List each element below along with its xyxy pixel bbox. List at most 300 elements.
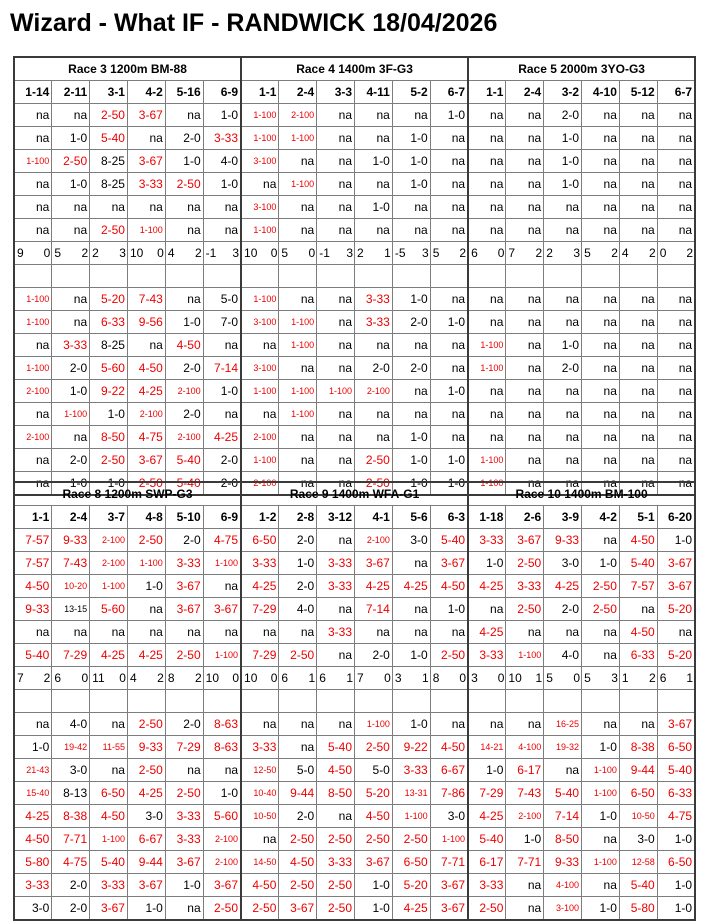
- data-cell: 7-57: [619, 575, 657, 598]
- data-cell: na: [90, 196, 128, 219]
- handicap-left: 6: [471, 246, 478, 260]
- data-cell: na: [619, 127, 657, 150]
- data-cell: na: [582, 713, 620, 736]
- handicap-right: 3: [573, 246, 581, 260]
- handicap-right: 2: [535, 246, 543, 260]
- data-cell: 7-14: [544, 805, 582, 828]
- data-cell: 4-0: [279, 598, 317, 621]
- data-cell: 1-0: [52, 127, 90, 150]
- runner-column-header: 3-3: [317, 81, 355, 104]
- handicap-left: 5: [432, 246, 440, 260]
- data-cell: na: [506, 357, 544, 380]
- handicap-left: 10: [205, 671, 219, 685]
- data-cell: 5-20: [90, 288, 128, 311]
- handicap-right: 0: [497, 671, 505, 685]
- data-cell: 2-50: [165, 782, 203, 805]
- handicap-cell: [430, 242, 468, 265]
- data-cell: 1-100: [14, 311, 52, 334]
- data-row: [14, 552, 695, 575]
- data-cell: 5-60: [90, 357, 128, 380]
- handicap-cell: [392, 242, 430, 265]
- race-block-2: [13, 481, 696, 921]
- handicap-right: 2: [649, 671, 656, 685]
- data-cell: 2-0: [165, 529, 203, 552]
- data-cell: 2-100: [355, 529, 393, 552]
- data-cell: 13-15: [52, 598, 90, 621]
- handicap-cell: [355, 667, 393, 690]
- data-cell: 3-33: [468, 529, 506, 552]
- data-cell: 3-0: [127, 805, 165, 828]
- data-cell: 2-50: [127, 472, 165, 496]
- data-cell: 8-63: [203, 736, 241, 759]
- data-cell: na: [468, 403, 506, 426]
- data-cell: na: [279, 713, 317, 736]
- data-cell: 2-0: [392, 357, 430, 380]
- data-cell: na: [317, 472, 355, 496]
- data-cell: 3-67: [506, 529, 544, 552]
- data-cell: 2-50: [355, 449, 393, 472]
- data-cell: na: [582, 334, 620, 357]
- race-title: Race 8 1200m SWP-G3: [14, 482, 241, 506]
- data-cell: 2-50: [165, 644, 203, 667]
- data-cell: 1-100: [14, 288, 52, 311]
- data-cell: 5-40: [90, 127, 128, 150]
- data-cell: 2-100: [203, 828, 241, 851]
- data-cell: 3-33: [317, 621, 355, 644]
- data-cell: 7-43: [52, 552, 90, 575]
- data-cell: na: [506, 874, 544, 897]
- handicap-right: 0: [157, 246, 164, 260]
- handicap-cell: [14, 667, 52, 690]
- data-cell: na: [430, 426, 468, 449]
- data-cell: 4-25: [241, 575, 279, 598]
- data-cell: 2-50: [165, 173, 203, 196]
- data-cell: 2-0: [52, 449, 90, 472]
- data-cell: na: [582, 196, 620, 219]
- data-cell: 1-100: [279, 127, 317, 150]
- data-cell: na: [506, 334, 544, 357]
- data-cell: 1-0: [392, 644, 430, 667]
- data-cell: 19-32: [544, 736, 582, 759]
- data-row: [14, 196, 695, 219]
- data-cell: 1-100: [355, 713, 393, 736]
- data-row: [14, 334, 695, 357]
- data-cell: 2-0: [52, 897, 90, 921]
- data-cell: na: [317, 805, 355, 828]
- data-cell: na: [279, 357, 317, 380]
- handicap-left: 0: [659, 246, 667, 260]
- data-cell: na: [203, 403, 241, 426]
- data-cell: 3-33: [90, 874, 128, 897]
- blank-cell: [582, 265, 620, 288]
- data-cell: 3-100: [241, 196, 279, 219]
- data-row: [14, 426, 695, 449]
- data-cell: na: [619, 173, 657, 196]
- data-cell: 5-40: [468, 828, 506, 851]
- data-cell: na: [468, 380, 506, 403]
- data-cell: 3-67: [165, 598, 203, 621]
- data-cell: na: [619, 219, 657, 242]
- data-cell: 2-50: [279, 644, 317, 667]
- data-cell: 4-50: [430, 736, 468, 759]
- data-cell: na: [355, 621, 393, 644]
- runner-column-header: 1-14: [14, 81, 52, 104]
- data-cell: 6-50: [657, 736, 695, 759]
- data-cell: 7-0: [203, 311, 241, 334]
- data-cell: 3-33: [468, 874, 506, 897]
- runner-column-header: 6-7: [430, 81, 468, 104]
- data-cell: 1-0: [430, 472, 468, 496]
- data-row: [14, 173, 695, 196]
- handicap-right: 1: [346, 671, 354, 685]
- data-cell: 6-17: [506, 759, 544, 782]
- blank-cell: [430, 690, 468, 713]
- handicap-cell: [203, 667, 241, 690]
- data-cell: 2-50: [355, 472, 393, 496]
- runner-column-header: 4-2: [582, 506, 620, 529]
- data-cell: 4-100: [544, 874, 582, 897]
- data-cell: na: [468, 104, 506, 127]
- data-cell: 4-25: [355, 575, 393, 598]
- runner-column-header: 4-1: [355, 506, 393, 529]
- data-cell: na: [279, 621, 317, 644]
- data-cell: na: [14, 472, 52, 496]
- blank-cell: [52, 690, 90, 713]
- handicap-left: 1: [621, 671, 629, 685]
- handicap-right: 0: [232, 671, 240, 685]
- blank-cell: [468, 265, 506, 288]
- handicap-left: 10: [244, 671, 258, 685]
- data-cell: na: [468, 127, 506, 150]
- handicap-right: 2: [459, 246, 467, 260]
- handicap-left: 6: [319, 671, 326, 685]
- data-cell: na: [392, 334, 430, 357]
- data-cell: na: [506, 104, 544, 127]
- data-cell: na: [582, 288, 620, 311]
- race-header-row: [14, 57, 695, 81]
- handicap-cell: [619, 242, 657, 265]
- handicap-cell: [355, 242, 393, 265]
- data-cell: na: [468, 598, 506, 621]
- page-title: Wizard - What IF - RANDWICK 18/04/2026: [10, 9, 498, 37]
- race-title: Race 5 2000m 3YO-G3: [468, 57, 695, 81]
- data-cell: 2-50: [90, 449, 128, 472]
- data-row: [14, 403, 695, 426]
- data-cell: na: [279, 449, 317, 472]
- data-cell: na: [582, 403, 620, 426]
- data-cell: 1-100: [279, 380, 317, 403]
- data-cell: na: [506, 713, 544, 736]
- data-cell: 3-67: [430, 897, 468, 921]
- data-cell: na: [165, 897, 203, 921]
- data-cell: na: [657, 380, 695, 403]
- data-cell: 2-50: [127, 713, 165, 736]
- data-cell: 2-100: [90, 529, 128, 552]
- data-cell: na: [582, 127, 620, 150]
- handicap-left: 6: [54, 671, 62, 685]
- blank-cell: [619, 690, 657, 713]
- runner-column-header: 3-1: [90, 81, 128, 104]
- data-cell: 2-50: [317, 874, 355, 897]
- data-cell: 9-44: [279, 782, 317, 805]
- data-cell: 4-25: [468, 621, 506, 644]
- data-cell: 1-100: [241, 219, 279, 242]
- data-cell: na: [619, 104, 657, 127]
- data-cell: na: [14, 403, 52, 426]
- data-cell: 2-50: [430, 644, 468, 667]
- handicap-left: 10: [508, 671, 522, 685]
- data-cell: 1-100: [241, 288, 279, 311]
- data-cell: 2-0: [165, 713, 203, 736]
- data-cell: 4-50: [165, 334, 203, 357]
- race-block-1: [13, 56, 696, 496]
- runner-column-header: 2-4: [279, 81, 317, 104]
- data-cell: na: [582, 311, 620, 334]
- data-cell: na: [657, 334, 695, 357]
- race-title: Race 9 1400m WFA-G1: [241, 482, 468, 506]
- data-cell: na: [506, 150, 544, 173]
- data-cell: 8-38: [619, 736, 657, 759]
- data-cell: 10-20: [52, 575, 90, 598]
- data-cell: na: [506, 426, 544, 449]
- data-cell: 2-50: [90, 219, 128, 242]
- data-cell: na: [582, 621, 620, 644]
- blank-cell: [544, 265, 582, 288]
- data-cell: 8-38: [52, 805, 90, 828]
- data-cell: na: [657, 150, 695, 173]
- data-cell: 3-33: [392, 759, 430, 782]
- runner-column-header: 6-20: [657, 506, 695, 529]
- handicap-right: 3: [611, 671, 618, 685]
- data-cell: na: [619, 288, 657, 311]
- data-cell: na: [165, 759, 203, 782]
- data-cell: na: [657, 196, 695, 219]
- handicap-right: 0: [459, 671, 467, 685]
- data-cell: na: [203, 334, 241, 357]
- data-cell: 2-0: [355, 644, 393, 667]
- handicap-cell: [544, 667, 582, 690]
- data-cell: na: [317, 219, 355, 242]
- data-cell: 3-33: [165, 552, 203, 575]
- data-cell: 1-0: [582, 897, 620, 921]
- data-cell: na: [544, 196, 582, 219]
- data-cell: na: [468, 288, 506, 311]
- data-cell: na: [619, 426, 657, 449]
- data-cell: 4-50: [279, 851, 317, 874]
- handicap-cell: [52, 667, 90, 690]
- blank-cell: [355, 265, 393, 288]
- data-cell: 1-0: [392, 288, 430, 311]
- handicap-cell: [165, 667, 203, 690]
- data-cell: na: [544, 759, 582, 782]
- data-cell: 1-0: [52, 380, 90, 403]
- data-cell: 1-0: [392, 127, 430, 150]
- blank-cell: [544, 690, 582, 713]
- data-cell: 2-50: [90, 104, 128, 127]
- data-cell: na: [506, 449, 544, 472]
- data-cell: 1-0: [52, 173, 90, 196]
- runner-column-header: 5-16: [165, 81, 203, 104]
- data-cell: na: [506, 621, 544, 644]
- data-cell: na: [127, 598, 165, 621]
- data-cell: na: [619, 150, 657, 173]
- data-cell: 3-100: [241, 357, 279, 380]
- data-cell: 14-50: [241, 851, 279, 874]
- data-cell: 1-100: [582, 851, 620, 874]
- data-cell: na: [14, 713, 52, 736]
- data-cell: 3-67: [127, 449, 165, 472]
- data-cell: 4-75: [127, 426, 165, 449]
- data-cell: 5-40: [317, 736, 355, 759]
- data-cell: 7-29: [165, 736, 203, 759]
- data-cell: na: [317, 357, 355, 380]
- data-cell: na: [619, 598, 657, 621]
- data-cell: na: [657, 219, 695, 242]
- data-cell: na: [279, 219, 317, 242]
- runner-column-header: 5-12: [619, 81, 657, 104]
- data-cell: 7-86: [430, 782, 468, 805]
- data-cell: 6-50: [241, 529, 279, 552]
- data-cell: 4-50: [14, 828, 52, 851]
- handicap-left: 9: [17, 246, 24, 260]
- data-row: [14, 736, 695, 759]
- data-cell: na: [619, 713, 657, 736]
- data-cell: 2-0: [544, 357, 582, 380]
- data-cell: 2-100: [165, 426, 203, 449]
- data-cell: na: [52, 621, 90, 644]
- data-cell: 1-0: [430, 449, 468, 472]
- runner-column-header: 5-6: [392, 506, 430, 529]
- data-cell: 1-0: [355, 150, 393, 173]
- data-cell: na: [657, 449, 695, 472]
- data-cell: na: [544, 219, 582, 242]
- data-cell: 6-50: [392, 851, 430, 874]
- data-cell: na: [317, 127, 355, 150]
- data-cell: na: [657, 127, 695, 150]
- data-cell: 1-0: [582, 736, 620, 759]
- data-row: [14, 644, 695, 667]
- runner-column-header: 2-6: [506, 506, 544, 529]
- data-cell: na: [355, 127, 393, 150]
- data-row: [14, 897, 695, 921]
- data-cell: 1-0: [657, 874, 695, 897]
- data-cell: na: [430, 150, 468, 173]
- data-cell: 3-33: [203, 127, 241, 150]
- data-cell: 13-31: [392, 782, 430, 805]
- data-cell: 3-0: [430, 805, 468, 828]
- data-cell: 2-50: [355, 828, 393, 851]
- handicap-right: 0: [270, 671, 278, 685]
- data-cell: 4-25: [127, 782, 165, 805]
- data-cell: na: [392, 104, 430, 127]
- data-cell: 1-100: [468, 357, 506, 380]
- handicap-left: 7: [17, 671, 24, 685]
- data-cell: 2-50: [355, 736, 393, 759]
- data-cell: na: [468, 426, 506, 449]
- data-cell: na: [241, 828, 279, 851]
- data-cell: na: [506, 219, 544, 242]
- data-cell: 2-50: [127, 529, 165, 552]
- data-row: [14, 529, 695, 552]
- data-cell: na: [430, 288, 468, 311]
- handicap-right: 3: [346, 246, 354, 260]
- data-cell: 1-0: [392, 449, 430, 472]
- data-cell: 2-0: [52, 357, 90, 380]
- data-cell: na: [14, 104, 52, 127]
- handicap-left: -1: [205, 246, 217, 260]
- data-cell: 3-67: [203, 598, 241, 621]
- handicap-cell: [14, 242, 52, 265]
- data-cell: 3-33: [506, 575, 544, 598]
- runner-column-header: 5-10: [165, 506, 203, 529]
- data-cell: 1-100: [14, 150, 52, 173]
- data-cell: 8-50: [317, 782, 355, 805]
- handicap-cell: [317, 667, 355, 690]
- data-cell: na: [506, 403, 544, 426]
- race-title: Race 10 1400m BM-100: [468, 482, 695, 506]
- blank-cell: [90, 265, 128, 288]
- data-cell: 5-20: [657, 598, 695, 621]
- runner-column-header: 2-11: [52, 81, 90, 104]
- handicap-left: 7: [508, 246, 516, 260]
- handicap-left: 6: [281, 671, 289, 685]
- data-cell: 9-33: [52, 529, 90, 552]
- data-cell: 4-50: [317, 759, 355, 782]
- data-cell: na: [430, 357, 468, 380]
- data-cell: na: [582, 357, 620, 380]
- data-cell: 1-100: [127, 552, 165, 575]
- data-cell: 1-0: [506, 828, 544, 851]
- runner-header-row: [14, 506, 695, 529]
- data-cell: 6-17: [468, 851, 506, 874]
- data-cell: na: [619, 196, 657, 219]
- data-row: [14, 219, 695, 242]
- data-cell: na: [392, 219, 430, 242]
- data-cell: 8-25: [90, 150, 128, 173]
- runner-column-header: 1-1: [468, 81, 506, 104]
- data-cell: 21-43: [14, 759, 52, 782]
- data-cell: na: [14, 127, 52, 150]
- runner-column-header: 4-8: [127, 506, 165, 529]
- data-cell: 4-0: [544, 644, 582, 667]
- data-cell: na: [165, 219, 203, 242]
- data-cell: 8-63: [203, 713, 241, 736]
- data-cell: 4-50: [127, 357, 165, 380]
- data-cell: 8-13: [52, 782, 90, 805]
- handicap-right: 2: [649, 246, 656, 260]
- data-cell: na: [468, 173, 506, 196]
- handicap-cell: [241, 242, 279, 265]
- data-cell: na: [657, 403, 695, 426]
- data-cell: na: [317, 713, 355, 736]
- data-cell: 3-0: [619, 828, 657, 851]
- data-cell: 1-0: [165, 874, 203, 897]
- data-cell: 2-0: [279, 805, 317, 828]
- data-cell: na: [241, 173, 279, 196]
- data-cell: 5-0: [355, 759, 393, 782]
- data-cell: na: [14, 196, 52, 219]
- data-cell: na: [241, 621, 279, 644]
- data-cell: 1-0: [52, 472, 90, 496]
- blank-cell: [392, 690, 430, 713]
- data-cell: 4-50: [241, 874, 279, 897]
- data-cell: 6-67: [127, 828, 165, 851]
- data-cell: 9-33: [544, 851, 582, 874]
- data-row: [14, 621, 695, 644]
- data-cell: 12-50: [241, 759, 279, 782]
- data-cell: na: [619, 380, 657, 403]
- runner-column-header: 6-7: [657, 81, 695, 104]
